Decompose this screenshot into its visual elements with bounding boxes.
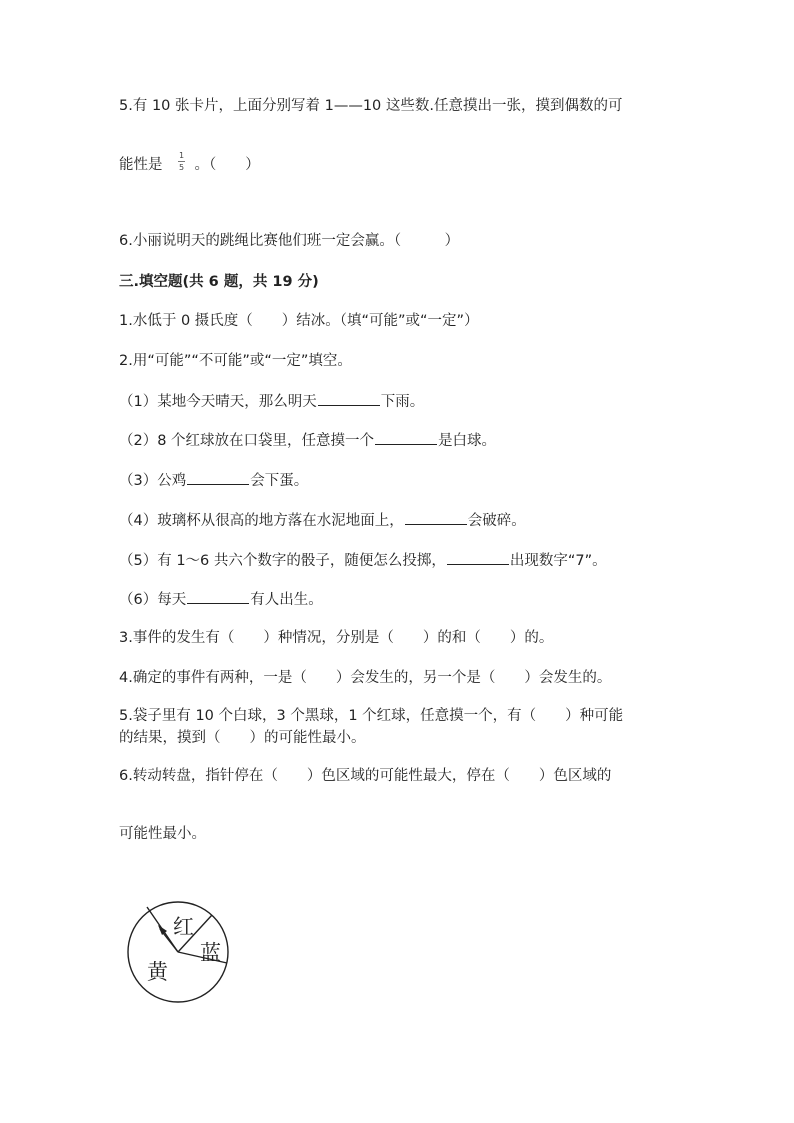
answer-blank[interactable] <box>447 550 509 565</box>
answer-blank[interactable] <box>405 510 467 525</box>
spinner-label-red: 红 <box>173 915 194 939</box>
answer-blank[interactable] <box>318 391 380 406</box>
fill-question-1: 1.水低于 0 摄氏度（ ）结冰。（填“可能”或“一定”） <box>119 313 479 329</box>
item-text: 出现数字“7”。 <box>509 553 607 569</box>
fill-question-6-line2: 可能性最小。 <box>119 826 206 842</box>
tf-question-5-line2 <box>119 150 260 180</box>
spinner-label-blue: 蓝 <box>200 941 221 965</box>
fill-question-5-line1: 5.袋子里有 10 个白球，3 个黑球，1 个红球，任意摸一个，有（ ）种可能 <box>119 708 624 724</box>
spinner-label-yellow: 黄 <box>147 960 168 984</box>
answer-blank[interactable] <box>375 430 437 445</box>
fill-question-2-item-4 <box>119 510 526 531</box>
fraction-numerator: 1 <box>178 151 185 160</box>
fill-question-2-item-2 <box>119 430 496 451</box>
answer-blank[interactable] <box>187 470 249 485</box>
item-text: 会破碎。 <box>467 513 526 529</box>
fill-question-2-item-1 <box>119 391 424 412</box>
item-text: （6）每天 <box>119 592 187 608</box>
item-text: 是白球。 <box>438 433 497 449</box>
tf-question-5-line1: 5.有 10 张卡片，上面分别写着 1——10 这些数.任意摸出一张，摸到偶数的可 <box>119 98 623 114</box>
item-text: （2）8 个红球放在口袋里，任意摸一个 <box>119 433 375 449</box>
fill-question-3: 3.事件的发生有（ ）种情况，分别是（ ）的和（ ）的。 <box>119 630 554 646</box>
item-text: （3）公鸡 <box>119 473 187 489</box>
section-3-heading: 三.填空题(共 6 题，共 19 分) <box>119 274 319 290</box>
tf-question-5-suffix: 。（ ） <box>194 157 260 173</box>
fraction <box>177 150 187 180</box>
item-text: 会下蛋。 <box>250 473 309 489</box>
fill-question-2-item-6 <box>119 589 323 610</box>
item-text: 下雨。 <box>380 394 425 410</box>
item-text: （1）某地今天晴天，那么明天 <box>119 394 317 410</box>
item-text: （5）有 1～6 共六个数字的骰子，随便怎么投掷， <box>119 553 446 569</box>
fill-question-2-item-5 <box>119 550 607 571</box>
fill-question-6-line1: 6.转动转盘，指针停在（ ）色区域的可能性最大，停在（ ）色区域的 <box>119 768 612 784</box>
tf-question-5-prefix: 能性是 <box>119 157 163 173</box>
fill-question-2-item-3 <box>119 470 308 491</box>
fill-question-5-line2: 的结果，摸到（ ）的可能性最小。 <box>119 730 366 746</box>
fill-question-2-intro: 2.用“可能”“不可能”或“一定”填空。 <box>119 353 352 369</box>
spinner-diagram <box>126 896 232 1004</box>
fraction-denominator: 5 <box>178 163 185 172</box>
item-text: 有人出生。 <box>250 592 323 608</box>
tf-question-6: 6.小丽说明天的跳绳比赛他们班一定会赢。（ ） <box>119 233 460 249</box>
item-text: （4）玻璃杯从很高的地方落在水泥地面上， <box>119 513 404 529</box>
answer-blank[interactable] <box>187 589 249 604</box>
fill-question-4: 4.确定的事件有两种，一是（ ）会发生的，另一个是（ ）会发生的。 <box>119 670 612 686</box>
